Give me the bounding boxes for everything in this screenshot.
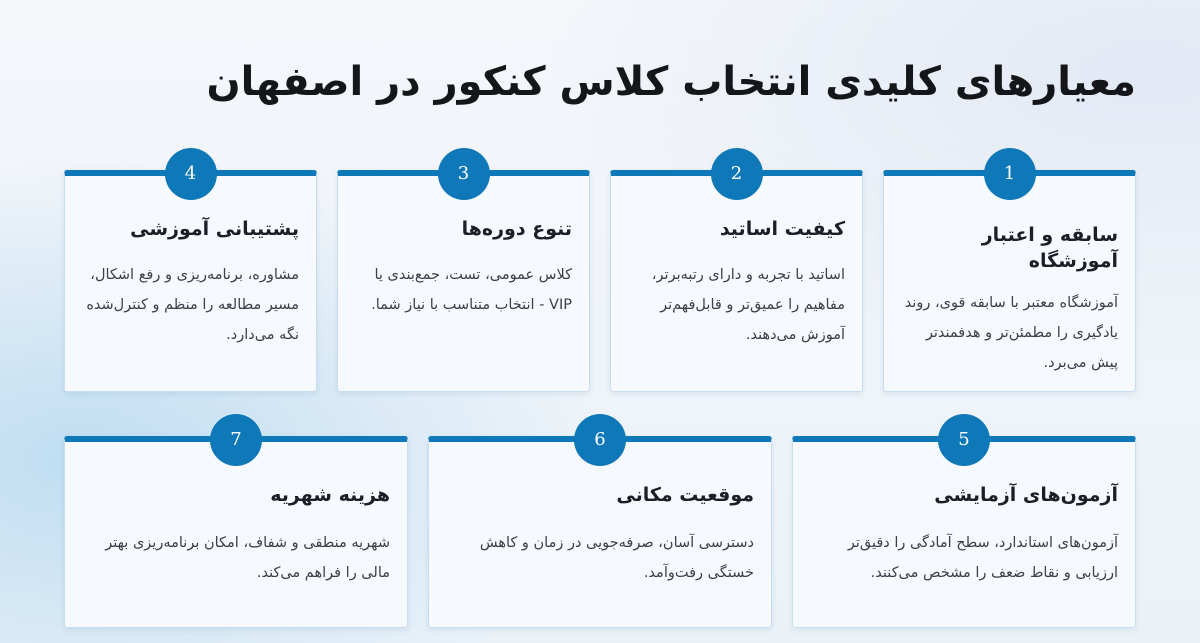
criterion-title: سابقه و اعتبار آموزشگاه [981, 224, 1118, 272]
criterion-card-3 [337, 163, 590, 392]
criterion-description: کلاس عمومی، تست، جمع‌بندی یا VIP - انتخاب متناسب با نیاز شما. [371, 267, 572, 313]
criterion-description: مشاوره، برنامه‌ریزی و رفع اشکال، مسیر مطالعه را منظم و کنترل‌شده نگه می‌دارد. [86, 267, 299, 343]
criterion-card-5 [792, 429, 1136, 628]
criterion-title: آزمون‌های آزمایشی [934, 484, 1118, 506]
criterion-title: هزینه شهریه [270, 484, 390, 506]
step-number-badge: 1 [984, 148, 1036, 200]
step-number-badge: 2 [711, 148, 763, 200]
step-number-badge: 4 [165, 148, 217, 200]
criterion-description: آموزشگاه معتبر با سابقه قوی، روند یادگیری را مطمئن‌تر و هدفمندتر پیش می‌برد. [904, 295, 1118, 371]
criterion-description: اساتید با تجربه و دارای رتبه‌برتر، مفاهیم را عمیق‌تر و قابل‌فهم‌تر آموزش می‌دهند. [651, 267, 845, 343]
criterion-card-1 [883, 163, 1136, 392]
criterion-card-4 [64, 163, 317, 392]
criterion-title: موقعیت مکانی [616, 484, 754, 506]
step-number-badge: 7 [210, 414, 262, 466]
criterion-title: تنوع دوره‌ها [461, 218, 572, 240]
criterion-card-6 [428, 429, 772, 628]
criterion-card-2 [610, 163, 863, 392]
criterion-card-7 [64, 429, 408, 628]
criterion-title: پشتیبانی آموزشی [130, 218, 299, 240]
criterion-description: آزمون‌های استاندارد، سطح آمادگی را دقیق‌تر ارزیابی و نقاط ضعف را مشخص می‌کنند. [847, 535, 1118, 581]
criterion-description: شهریه منطقی و شفاف، امکان برنامه‌ریزی بهتر مالی را فراهم می‌کند. [105, 535, 390, 581]
step-number-badge: 5 [938, 414, 990, 466]
step-number-badge: 6 [574, 414, 626, 466]
criterion-title: کیفیت اساتید [719, 218, 845, 240]
criterion-description: دسترسی آسان، صرفه‌جویی در زمان و کاهش خستگی رفت‌وآمد. [479, 535, 754, 581]
page-title: معیارهای کلیدی انتخاب کلاس کنکور در اصفهان [206, 59, 1136, 105]
step-number-badge: 3 [438, 148, 490, 200]
